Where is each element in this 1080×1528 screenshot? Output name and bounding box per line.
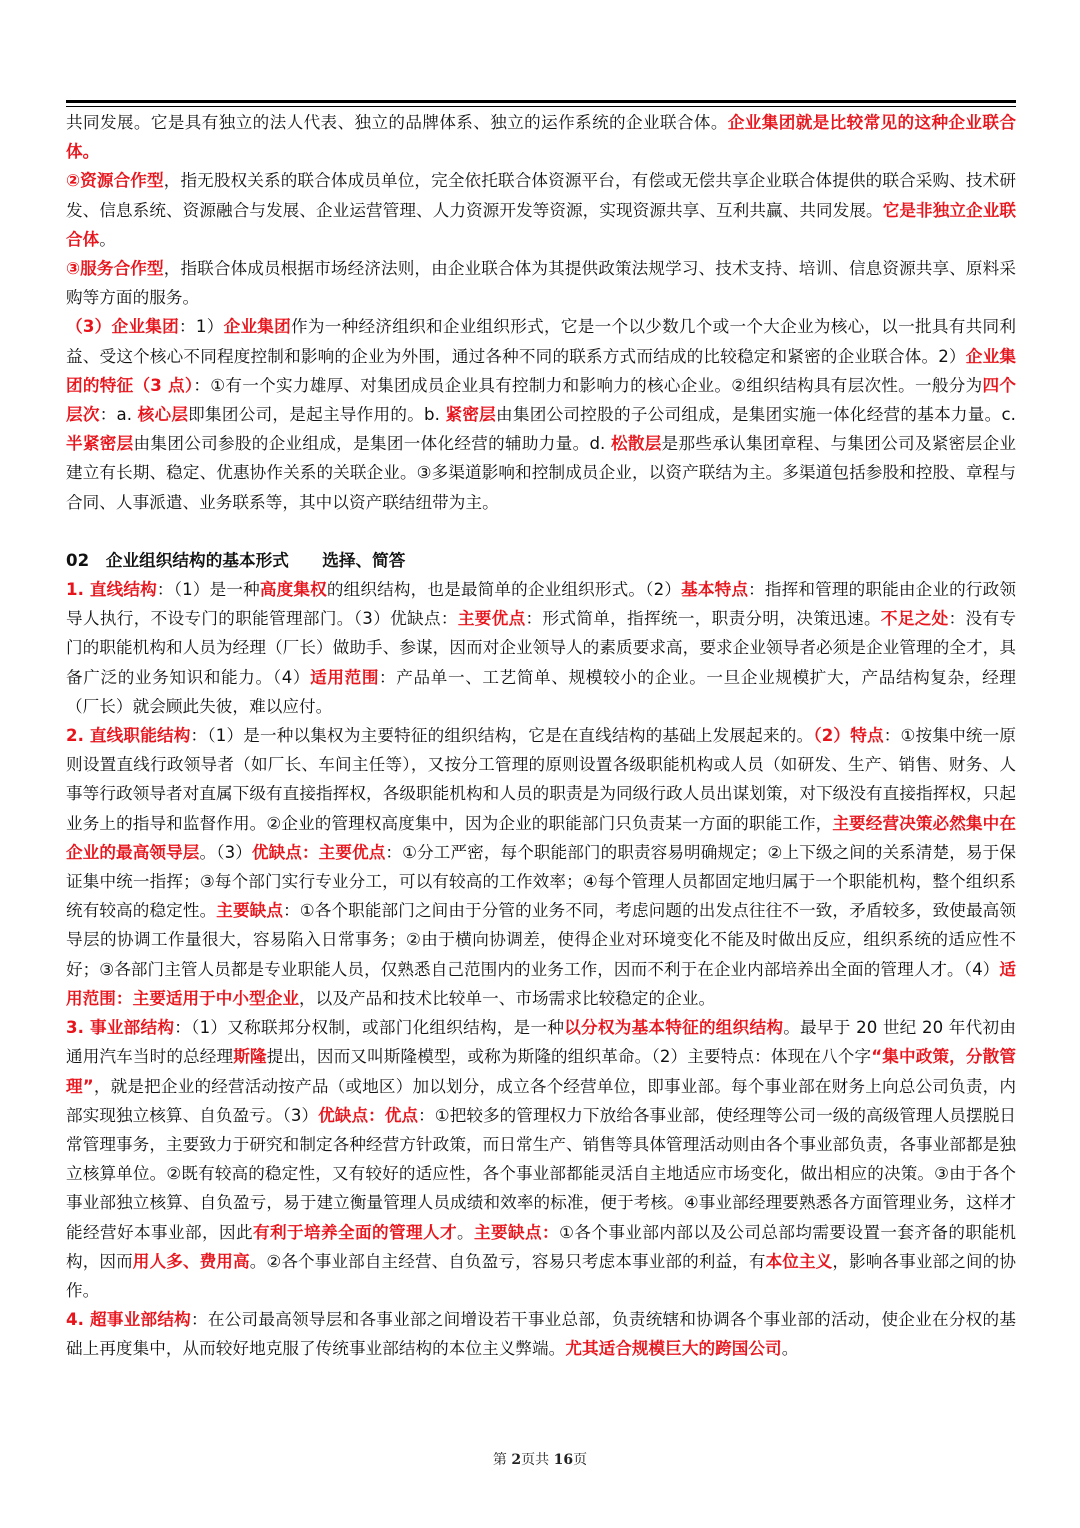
bold-text: 02 企业组织结构的基本形式 选择、简答 [66, 550, 406, 570]
text-run: ：在公司最高领导层和各事业部之间增设若干事业总部，负责统辖和协调各个事业部的活动，使企业在分权的基础上再度集中，从而较好地克服了传统事业部结构的本位主义弊端。 [66, 1310, 1016, 1359]
highlight-text: 主要缺点： [474, 1222, 560, 1242]
text-run: ：（1）又称联邦分权制，或部门化组织结构，是一种 [174, 1018, 565, 1038]
text-run: 。最早于 20 世纪 20 年代初由通用汽车当时的总经理 [66, 1018, 1016, 1067]
footer-prefix: 第 [492, 1452, 512, 1468]
paragraph-line-function-structure [66, 721, 1016, 1013]
text-run: ：（1）是一种 [156, 580, 260, 600]
footer-total-pages: 16 [553, 1452, 574, 1468]
text-run: 是那些承认集团章程、与集团公司及紧密层企业建立有长期、稳定、优惠协作关系的关联企业。③多渠道影响和控制成员企业，以资产联结为主。多渠道包括参股和控股、章程与合同、人事派遣、业务联系等，其中以资产联结纽带为主。 [66, 434, 1016, 512]
footer-middle: 页共 [521, 1452, 554, 1468]
highlight-text: 适用范围 [310, 667, 380, 687]
text-run: ：a. [99, 405, 138, 425]
text-run: 。②各个事业部自主经营、自负盈亏，容易只考虑本事业部的利益，有 [249, 1251, 766, 1271]
highlight-text: 尤其适合规模巨大的跨国公司 [565, 1339, 782, 1359]
text-run: ：（1）是一种以集权为主要特征的组织结构，它是在直线结构的基础上发展起来的。 [190, 726, 814, 746]
highlight-text: 2. 直线职能结构 [66, 726, 191, 746]
header-rule-thick [66, 100, 1016, 103]
highlight-text: 基本特点 [681, 580, 749, 600]
paragraph-super-division-structure [66, 1305, 1016, 1363]
highlight-text: 用人多、费用高 [132, 1251, 250, 1271]
text-run: 。 [781, 1339, 799, 1359]
highlight-text: 斯隆 [233, 1047, 267, 1067]
highlight-text: 主要优点 [457, 609, 526, 629]
text-run: ：①把较多的管理权力下放给各事业部，使经理等公司一级的高级管理人员摆脱日常管理事务，主要致力于研究和制定各种经营方针政策，而日常生产、销售等具体管理活动则由各个事业部负责，各事业部都是独立核算单位。②既有较高的稳定性，又有较好的适应性，各个事业部都能灵活自主地适应市场变化，做出相应的决策。③由于各个事业部独立核算、自负盈亏，易于建立衡量管理人员成绩和效率的标准，便于考核。④事业部经理要熟悉各方面管理业务，这样才能经营好本事业部，因此 [66, 1105, 1016, 1242]
paragraph-division-structure [66, 1013, 1016, 1305]
text-run: ：产品单一、工艺简单、规模较小的企业。一旦企业规模扩大，产品结构复杂，经理（厂长）就会顾此失彼，难以应付。 [66, 667, 1016, 716]
header-rule-thin [66, 106, 1016, 107]
section-gap [66, 517, 1016, 546]
highlight-text: 适用范围：主要适用于中小型企业 [66, 959, 1016, 1008]
highlight-text: 企业集团 [223, 317, 292, 337]
text-run: ，就是把企业的经营活动按产品（或地区）加以划分，成立各个经营单位，即事业部。每个事业部在财务上向总公司负责，内部实现独立核算、自负盈亏。（3） [66, 1076, 1016, 1125]
highlight-text: 四个层次 [66, 375, 1016, 425]
highlight-text: 紧密层 [445, 405, 497, 425]
text-run: 作为一种经济组织和企业组织形式，它是一个以少数几个或一个大企业为核心，以一批具有共同利益、受这个核心不同程度控制和影响的企业为外围，通过各种不同的联系方式而结成的比较稳定和紧密的企业联合体。2） [66, 317, 1016, 366]
text-run: 由集团公司控股的子公司组成，是集团实施一体化经营的基本力量。c. [496, 405, 1016, 425]
text-run: ：形式简单，指挥统一，职责分明，决策迅速。 [525, 609, 881, 629]
paragraph-resource-cooperation [66, 166, 1016, 254]
footer-suffix: 页 [573, 1452, 588, 1468]
text-run: 。（3） [199, 842, 252, 862]
highlight-text: （2）特点 [813, 726, 884, 746]
body-text [66, 108, 1016, 1364]
highlight-text: “集中政策，分散管理” [66, 1047, 1016, 1096]
highlight-text: 企业集团的特征（3 点） [66, 346, 1016, 395]
highlight-text: 松散层 [610, 434, 662, 454]
highlight-text: 企业集团就是比较常见的这种企业联合体。 [66, 113, 1016, 162]
text-run: 。 [457, 1222, 475, 1242]
highlight-text: 1. 直线结构 [66, 580, 157, 600]
text-run: ：①有一个实力雄厚、对集团成员企业具有控制力和影响力的核心企业。②组织结构具有层次性。一般分为 [193, 375, 983, 395]
text-run: ：指挥和管理的职能由企业的行政领导人执行，不设专门的职能管理部门。（3）优缺点： [66, 580, 1017, 629]
highlight-text: 以分权为基本特征的组织结构 [564, 1018, 784, 1038]
text-run: ：①按集中统一原则设置直线行政领导者（如厂长、车间主任等），又按分工管理的原则设置各级职能机构或人员（如研发、生产、销售、财务、人事等行政领导者对直属下级有直接指挥权，各级职能机构和人员的职责是为同级行政人员出谋划策，对下级没有直接指挥权，只起业务上的指导和监督作用。②企业的管理权高度集中，因为企业的职能部门只负责某一方面的职能工作， [66, 726, 1017, 833]
footer-page-number: 2 [511, 1452, 522, 1468]
text-run: ：①分工严密，每个职能部门的职责容易明确规定；②上下级之间的关系清楚，易于保证集中统一指挥；③每个部门实行专业分工，可以有较高的工作效率；④每个管理人员都固定地归属于一个职能机构，整个组织系统有较高的稳定性。 [66, 842, 1017, 921]
highlight-text: 它是非独立企业联合体 [66, 200, 1016, 249]
highlight-text: 高度集权 [259, 580, 327, 600]
highlight-text: 不足之处 [880, 609, 949, 629]
highlight-text: ③服务合作型 [66, 259, 164, 279]
highlight-text: 优缺点：主要优点 [251, 842, 386, 862]
text-run: ①各个事业部内部以及公司总部均需要设置一套齐备的职能机构，因而 [66, 1222, 1017, 1271]
highlight-text: （3）企业集团 [66, 317, 180, 337]
text-run: ：没有专门的职能机构和人员为经理（厂长）做助手、参谋，因而对企业领导人的素质要求高，要求企业领导者必须是企业管理的全才，具备广泛的业务知识和能力。（4） [66, 609, 1017, 687]
paragraph-line-structure [66, 575, 1016, 721]
highlight-text: ②资源合作型 [66, 171, 164, 191]
highlight-text: 核心层 [137, 405, 189, 425]
paragraph-alliance-intro [66, 108, 1016, 166]
highlight-text: 有利于培养全面的管理人才 [253, 1222, 458, 1242]
highlight-text: 本位主义 [765, 1251, 833, 1271]
text-run: 的组织结构，也是最简单的企业组织形式。（2） [326, 580, 682, 600]
highlight-text: 半紧密层 [66, 434, 134, 454]
text-run: 共同发展。它是具有独立的法人代表、独立的品牌体系、独立的运作系统的企业联合体。 [66, 113, 728, 132]
highlight-text: 3. 事业部结构 [66, 1018, 175, 1038]
text-run: 提出，因而又叫斯隆模型，或称为斯隆的组织革命。（2）主要特点：体现在八个字 [266, 1047, 872, 1067]
text-run: ：①各个职能部门之间由于分管的业务不同，考虑问题的出发点往往不一致，矛盾较多，致使最高领导层的协调工作量很大，容易陷入日常事务；②由于横向协调差，使得企业对环境变化不能及时做出反应，组织系统的适应性不好；③各部门主管人员都是专业职能人员，仅熟悉自己范围内的业务工作，因而不利于在企业内部培养出全面的管理人才。（4） [66, 901, 1016, 979]
highlight-text: 优缺点：优点 [318, 1105, 419, 1125]
paragraph-service-cooperation [66, 254, 1016, 312]
text-run: 。 [99, 229, 116, 249]
page-footer [0, 1449, 1080, 1469]
text-run: ：1） [179, 317, 224, 337]
text-run: ，影响各事业部之间的协作。 [66, 1251, 1016, 1300]
text-run: ，指无股权关系的联合体成员单位，完全依托联合体资源平台，有偿或无偿共享企业联合体提供的联合采购、技术研发、信息系统、资源融合与发展、企业运营管理、人力资源开发等资源，实现资源共享、互利共赢、共同发展。 [66, 171, 1016, 220]
text-run: 由集团公司参股的企业组成，是集团一体化经营的辅助力量。d. [133, 434, 611, 454]
highlight-text: 主要缺点 [216, 901, 284, 921]
highlight-text: 主要经营决策必然集中在企业的最高领导层 [66, 813, 1016, 862]
paragraph-enterprise-group [66, 312, 1016, 516]
section-heading-02 [66, 546, 1016, 575]
text-run: ，指联合体成员根据市场经济法则，由企业联合体为其提供政策法规学习、技术支持、培训、信息资源共享、原料采购等方面的服务。 [66, 259, 1016, 308]
highlight-text: 4. 超事业部结构 [66, 1310, 192, 1330]
text-run: ，以及产品和技术比较单一、市场需求比较稳定的企业。 [299, 988, 716, 1008]
text-run: 即集团公司，是起主导作用的。b. [188, 405, 446, 425]
